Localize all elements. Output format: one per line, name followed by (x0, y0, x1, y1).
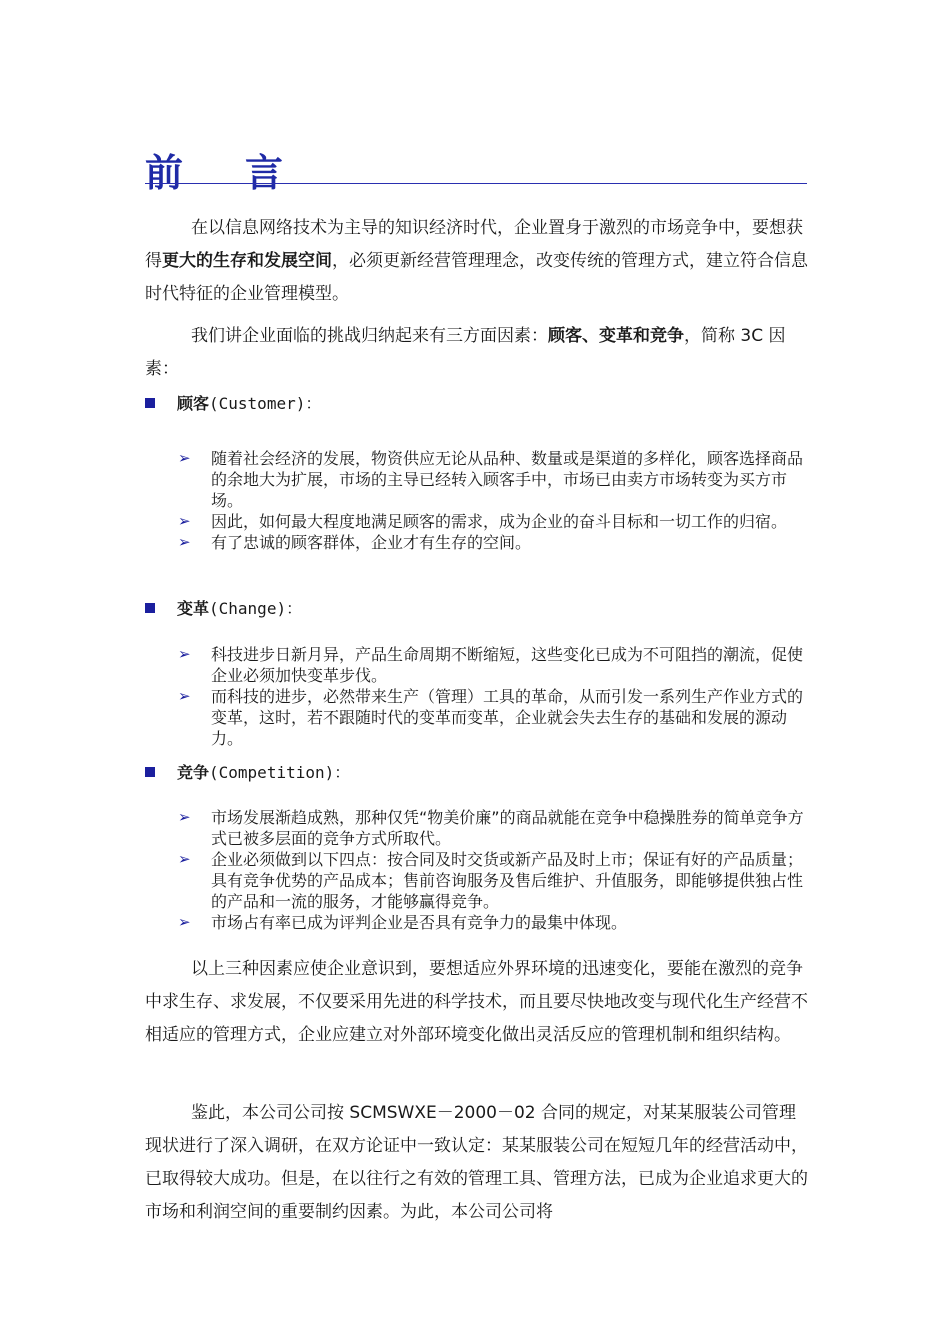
title-char-1: 前 (145, 151, 184, 195)
closing-paragraph-1: 以上三种因素应使企业意识到，要想适应外界环境的迅速变化，要能在激烈的竞争中求生存、求发展，不仅要采用先进的科学技术，而且要尽快地改变与现代化生产经营不相适应的管理方式，企业应建立对外部环境变化做出灵活反应的管理机制和组织结构。 (145, 959, 808, 1045)
intro-paragraph-1 (145, 212, 810, 311)
square-bullet-icon (145, 398, 155, 408)
section-heading-customer (145, 393, 321, 415)
list-item (178, 912, 810, 933)
list-item (178, 807, 810, 849)
section-heading-en: (Change)： (209, 599, 303, 618)
list-item (178, 644, 810, 686)
intro-paragraph-2 (145, 320, 810, 386)
intro-p1-text-b: ，必须更新经营管理理念，改变传统的管理方式，建立符合信息时代特征的企业管理模型。 (145, 251, 808, 304)
list-item (178, 849, 810, 912)
arrow-bullet-icon: ➢ (178, 913, 191, 931)
intro-p2-text-b: ，简称 3C 因素： (145, 326, 786, 379)
list-item (178, 511, 810, 532)
title-underline (145, 183, 807, 184)
competition-bullet-list (178, 807, 810, 933)
arrow-bullet-icon: ➢ (178, 449, 191, 467)
list-item-text: 企业必须做到以下四点：按合同及时交货或新产品及时上市；保证有好的产品质量；具有竞争优势的产品成本；售前咨询服务及售后维护、升值服务，即能够提供独占性的产品和一流的服务，才能够赢得竞争。 (211, 850, 804, 911)
arrow-bullet-icon: ➢ (178, 808, 191, 826)
closing-paragraph-2: 鉴此，本公司公司按 SCMSWXE－2000－02 合同的规定，对某某服装公司管理现状进行了深入调研，在双方论证中一致认定：某某服装公司在短短几年的经营活动中，已取得较大成功。但是，在以往行之有效的管理工具、管理方法，已成为企业追求更大的市场和利润空间的重要制约因素。为此，本公司公司将 (145, 1103, 808, 1222)
section-heading-change (145, 598, 302, 620)
list-item-text: 市场发展渐趋成熟，那种仅凭“物美价廉”的商品就能在竞争中稳操胜券的简单竞争方式已被多层面的竞争方式所取代。 (211, 808, 804, 848)
section-heading-competition (145, 762, 350, 784)
list-item-text: 科技进步日新月异，产品生命周期不断缩短，这些变化已成为不可阻挡的潮流，促使企业必须加快变革步伐。 (211, 645, 804, 685)
square-bullet-icon (145, 603, 155, 613)
list-item-text: 市场占有率已成为评判企业是否具有竞争力的最集中体现。 (211, 913, 628, 932)
intro-p1-text-a: 在以信息网络技术为主导的知识经济时代，企业置身于激烈的市场竞争中，要想获得 (145, 218, 803, 271)
intro-p1-bold: 更大的生存和发展空间 (162, 251, 332, 271)
intro-p2-bold: 顾客、变革和竞争 (548, 326, 684, 346)
section-heading-cn: 竞争 (177, 763, 210, 782)
list-item-text: 有了忠诚的顾客群体，企业才有生存的空间。 (211, 533, 532, 552)
section-heading-cn: 变革 (177, 599, 210, 618)
arrow-bullet-icon: ➢ (178, 533, 191, 551)
change-bullet-list (178, 644, 810, 749)
list-item-text: 因此，如何最大程度地满足顾客的需求，成为企业的奋斗目标和一切工作的归宿。 (211, 512, 788, 531)
title-char-2: 言 (245, 151, 284, 195)
intro-p2-text-a: 我们讲企业面临的挑战归纳起来有三方面因素： (191, 326, 548, 346)
list-item (178, 448, 810, 511)
list-item (178, 532, 810, 553)
arrow-bullet-icon: ➢ (178, 850, 191, 868)
customer-bullet-list (178, 448, 810, 553)
list-item-text: 随着社会经济的发展，物资供应无论从品种、数量或是渠道的多样化，顾客选择商品的余地大为扩展，市场的主导已经转入顾客手中，市场已由卖方市场转变为买方市场。 (211, 449, 804, 510)
arrow-bullet-icon: ➢ (178, 687, 191, 705)
list-item-text: 而科技的进步，必然带来生产（管理）工具的革命，从而引发一系列生产作业方式的变革，这时，若不跟随时代的变革而变革，企业就会失去生存的基础和发展的源动力。 (211, 687, 804, 748)
section-heading-en: (Competition)： (209, 763, 351, 782)
arrow-bullet-icon: ➢ (178, 645, 191, 663)
arrow-bullet-icon: ➢ (178, 512, 191, 530)
page-title (145, 142, 284, 197)
section-heading-en: (Customer)： (209, 394, 322, 413)
square-bullet-icon (145, 767, 155, 777)
list-item (178, 686, 810, 749)
section-heading-cn: 顾客 (177, 394, 210, 413)
